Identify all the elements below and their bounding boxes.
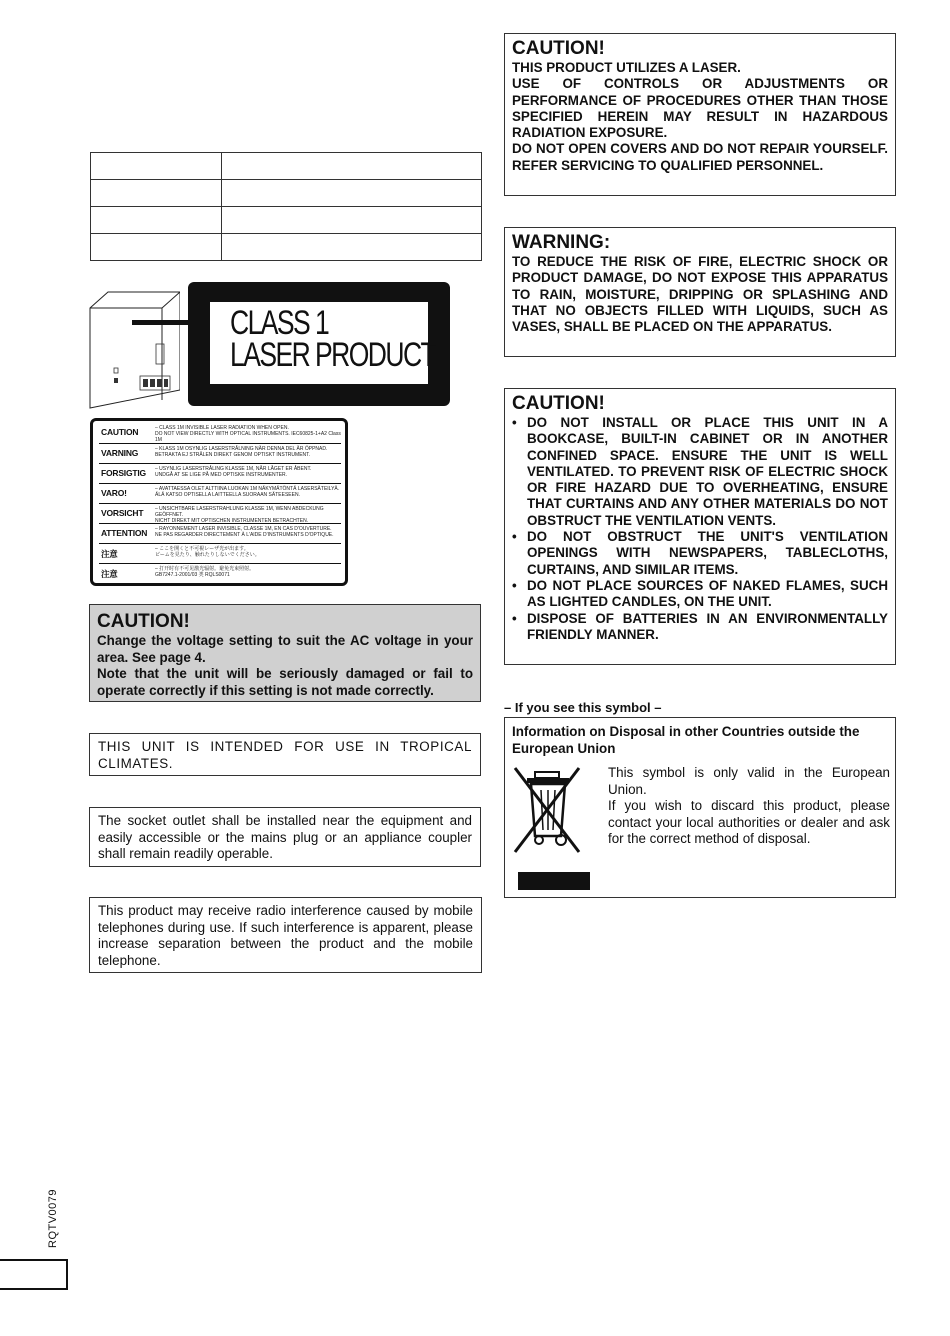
warning-title: WARNING: [512, 232, 611, 253]
table-cell [91, 234, 222, 261]
disposal-text: This symbol is only valid in the European Union. If you wish to discard this product, please contact your local authorities or dealer and ask for the correct method of disposal. [608, 765, 890, 846]
list-item: • DO NOT OBSTRUCT THE UNIT'S VENTILATION OPENINGS WITH NEWSPAPERS, TABLECLOTHS, CURTAINS, AND SIMILAR ITEMS. [512, 529, 888, 578]
page-number-box [0, 1259, 68, 1290]
symbol-heading: – If you see this symbol – [504, 700, 662, 715]
warning-box [504, 227, 896, 357]
label-row [99, 543, 341, 564]
label-key: FORSIGTIG [101, 468, 146, 478]
socket-notice: The socket outlet shall be installed near the equipment and easily accessible or the mains plug or an appliance coupler shall remain readily operable. [89, 807, 481, 867]
label-leader-line [132, 320, 190, 325]
tropical-notice: THIS UNIT IS INTENDED FOR USE IN TROPICAL CLIMATES. [89, 733, 481, 776]
radio-interference-notice: This product may receive radio interference caused by mobile telephones during use. If such interference is apparent, please increase separation between the product and the mobile telephone. [89, 897, 482, 973]
label-row [99, 483, 341, 504]
warning-body: TO REDUCE THE RISK OF FIRE, ELECTRIC SHOCK OR PRODUCT DAMAGE, DO NOT EXPOSE THIS APPARATUS TO RAIN, MOISTURE, DRIPPING OR SPLASHING AND THAT NO OBJECTS FILLED WITH LIQUIDS, SUCH AS VASES, SHALL BE PLACED ON THE APPARATUS. [512, 254, 888, 335]
table-cell [91, 153, 222, 180]
caution-body: Change the voltage setting to suit the AC voltage in your area. See page 4. Note that the unit will be seriously damaged or fail to operate correctly if this setting is not made correctly. [97, 633, 473, 698]
laser-caution-box [504, 33, 896, 196]
list-item: • DO NOT INSTALL OR PLACE THIS UNIT IN A BOOKCASE, BUILT-IN CABINET OR IN ANOTHER CONFINED SPACE. ENSURE THE UNIT IS WELL VENTILATED. TO PREVENT RISK OF ELECTRIC SHOCK OR FIRE HAZARD DUE TO OVERHEATING, ENSURE THAT CURTAINS AND ANY OTHER MATERIALS DO NOT OBSTRUCT THE VENTILATION VENTS. [512, 415, 888, 529]
list-item: • DO NOT PLACE SOURCES OF NAKED FLAMES, SUCH AS LIGHTED CANDLES, ON THE UNIT. [512, 578, 888, 611]
label-key: ATTENTION [101, 528, 148, 538]
caution-list [512, 415, 888, 643]
table-cell [222, 234, 482, 261]
black-bar-mark [518, 872, 590, 890]
laser-label-line1: CLASS 1 [230, 304, 329, 342]
label-row [99, 523, 341, 544]
label-row [99, 463, 341, 484]
document-code: RQTV0079 [47, 1188, 59, 1248]
table-row [91, 207, 482, 234]
label-key: 注意 [101, 569, 118, 579]
disposal-title: Information on Disposal in other Countries outside the European Union [512, 724, 860, 756]
label-key: VARNING [101, 448, 139, 458]
caution-title: CAUTION! [97, 611, 190, 632]
label-key: 注意 [101, 549, 118, 559]
table-row [91, 153, 482, 180]
label-text: – RAYONNEMENT LASER INVISIBLE, CLASSE 1M, EN CAS D'OUVERTURE. NE PAS REGARDER DIRECTEMENT À L'AIDE D'INSTRUMENTS D'OPTIQUE. [155, 526, 334, 538]
table-cell [91, 207, 222, 234]
label-text: – CLASS 1M INVISIBLE LASER RADIATION WHEN OPEN. DO NOT VIEW DIRECTLY WITH OPTICAL INSTRUMENTS. IEC60825-1+A2 Class 1M [155, 425, 341, 443]
table-cell [222, 207, 482, 234]
caution-title: CAUTION! [512, 393, 605, 414]
multilingual-warning-label [90, 418, 348, 586]
disposal-info-box [504, 717, 896, 898]
table-row [91, 180, 482, 207]
label-text: – UNSICHTBARE LASERSTRAHLUNG KLASSE 1M, WENN ABDECKUNG GEÖFFNET. NICHT DIREKT MIT OPTISCHEN INSTRUMENTEN BETRACHTEN. [155, 506, 324, 524]
label-text: – 打开时有不可见激光辐射。避免光束照射。 GB7247.1-2001/03 类 RQLS0071 [155, 566, 255, 578]
label-row [99, 443, 341, 464]
spec-table [90, 152, 482, 261]
crossed-out-bin-icon [513, 764, 581, 864]
label-row [99, 423, 341, 443]
label-key: VARO! [101, 488, 127, 498]
table-cell [91, 180, 222, 207]
label-row [99, 503, 341, 524]
label-text: – KLASS 1M OSYNLIG LASERSTRÅLNING NÄR DENNA DEL ÄR ÖPPNAD. BETRAKTA EJ STRÅLEN DIREKT GENOM OPTISKT INSTRUMENT. [155, 446, 328, 458]
table-cell [222, 153, 482, 180]
label-text: – ここを開くと不可視レーザ光が出ます。 ビームを見たり、触れたりしないでください。 [155, 546, 260, 558]
laser-label-line2: LASER PRODUCT [230, 336, 436, 374]
label-text: – AVATTAESSA OLET ALTTIINA LUOKAN 1M NÄKYMÄTÖNTÄ LASERSÄTEILYÄ. ÄLÄ KATSO OPTISELLA LAITTEELLA SUORAAN SÄTEESEEN. [155, 486, 340, 498]
label-text: – USYNLIG LASERSTRÅLING KLASSE 1M, NÅR LÅGET ER ÅBENT. UNDGÅ AT SE LIGE PÅ MED OPTISKE INSTRUMENTER. [155, 466, 312, 478]
caution-body: THIS PRODUCT UTILIZES A LASER. USE OF CONTROLS OR ADJUSTMENTS OR PERFORMANCE OF PROCEDURES OTHER THAN THOSE SPECIFIED HEREIN MAY RESULT IN HAZARDOUS RADIATION EXPOSURE. DO NOT OPEN COVERS AND DO NOT REPAIR YOURSELF. REFER SERVICING TO QUALIFIED PERSONNEL. [512, 60, 888, 173]
label-key: CAUTION [101, 427, 139, 437]
label-key: VORSICHT [101, 508, 144, 518]
table-row [91, 234, 482, 261]
voltage-caution-box [89, 604, 481, 702]
install-caution-box [504, 388, 896, 665]
label-row [99, 563, 341, 584]
caution-title: CAUTION! [512, 38, 605, 59]
unit-illustration [88, 290, 180, 410]
list-item: • DISPOSE OF BATTERIES IN AN ENVIRONMENTALLY FRIENDLY MANNER. [512, 611, 888, 644]
table-cell [222, 180, 482, 207]
